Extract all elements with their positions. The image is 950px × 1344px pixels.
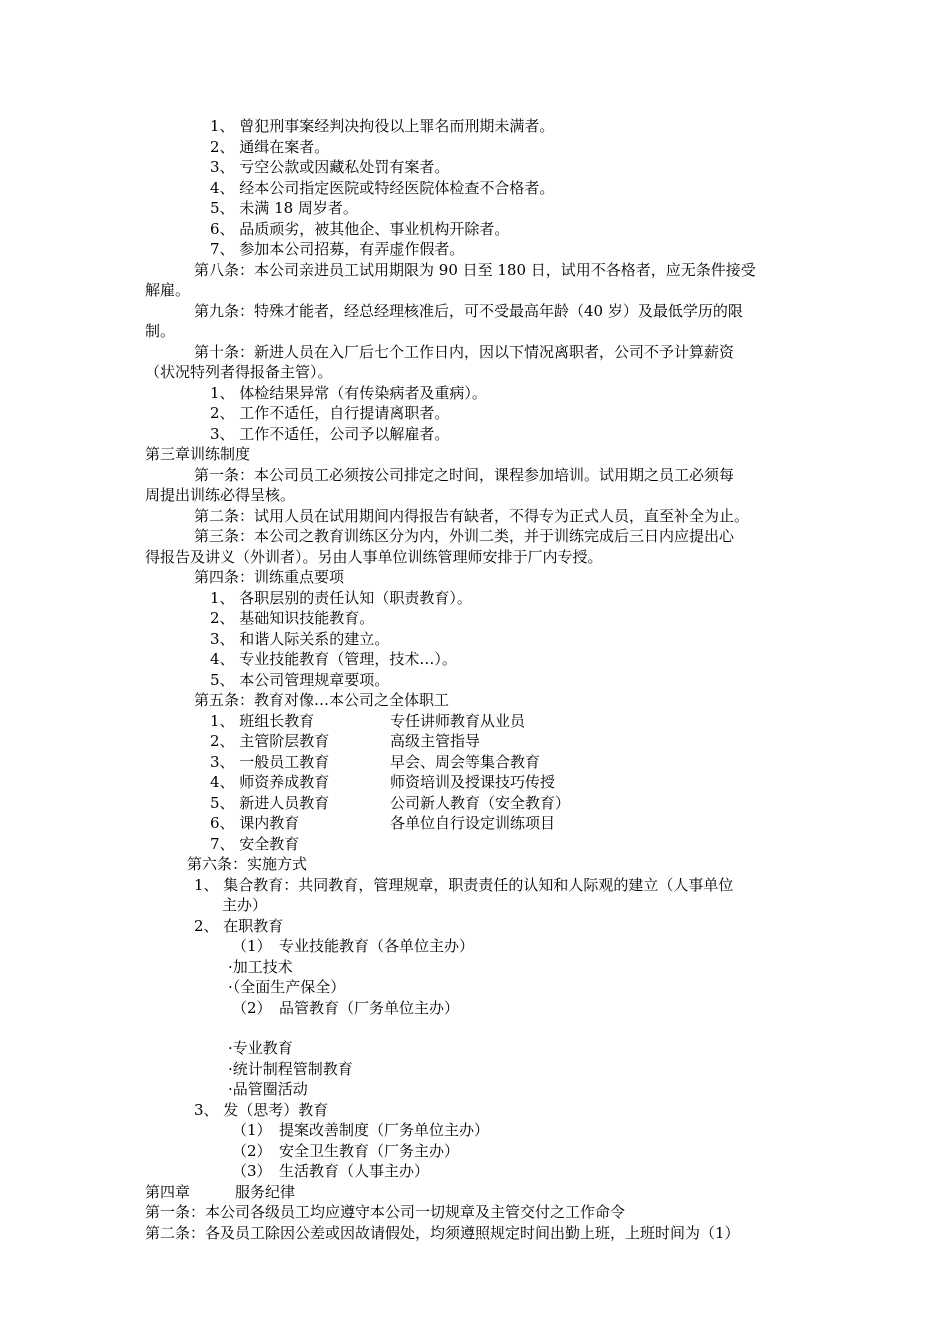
sub-item: （1） 专业技能教育（各单位主办） [232, 937, 475, 955]
table-cell: 5、 新进人员教育 [210, 794, 330, 812]
bullet-item: ·统计制程管制教育 [228, 1060, 353, 1078]
table-cell: 师资培训及授课技巧传授 [390, 773, 556, 791]
list-item: 1、 集合教育：共同教育，管理规章，职责责任的认知和人际观的建立（人事单位 [194, 876, 734, 894]
table-row [210, 834, 299, 854]
table-cell: 公司新人教育（安全教育） [390, 794, 571, 812]
table-cell: 专任讲师教育从业员 [390, 712, 526, 730]
list-item: 1、 各职层别的责任认知（职责教育）。 [210, 589, 472, 607]
article-9-cont: 制。 [145, 322, 176, 340]
table-row [210, 793, 571, 813]
table-cell: 2、 主管阶层教育 [210, 732, 330, 750]
article-10-cont: （状况特列者得报备主管）。 [145, 363, 333, 381]
table-row [210, 711, 526, 731]
article-10: 第十条：新进人员在入厂后七个工作日内，因以下情况离职者，公司不予计算薪资 [194, 343, 735, 361]
list-item: 4、 经本公司指定医院或特经医院体检查不合格者。 [210, 179, 555, 197]
list-item: 1、 体检结果异常（有传染病者及重病）。 [210, 384, 487, 402]
table-cell: 6、 课内教育 [210, 814, 300, 832]
list-item: 2、 工作不适任，自行提请离职者。 [210, 404, 450, 422]
table-cell: 早会、周会等集合教育 [390, 753, 541, 771]
article-1-cont: 周提出训练必得呈核。 [145, 486, 296, 504]
list-item-cont: 主办） [222, 896, 268, 914]
list-item: 5、 本公司管理规章要项。 [210, 671, 390, 689]
table-cell: 4、 师资养成教育 [210, 773, 330, 791]
list-item: 3、 亏空公款或因藏私处罚有案者。 [210, 158, 450, 176]
list-item: 2、 基础知识技能教育。 [210, 609, 375, 627]
table-cell: 1、 班组长教育 [210, 712, 315, 730]
bullet-item: ·（全面生产保全） [228, 978, 346, 996]
list-item: 3、 发（思考）教育 [194, 1101, 329, 1119]
list-item: 4、 专业技能教育（管理，技术…）。 [210, 650, 457, 668]
article-8: 第八条：本公司亲进员工试用期限为 90 日至 180 日，试用不各格者，应无条件接受 [194, 261, 756, 279]
table-cell: 7、 安全教育 [210, 835, 300, 853]
article-3: 第三条：本公司之教育训练区分为内，外训二类，并于训练完成后三日内应提出心 [194, 527, 735, 545]
table-row [210, 731, 481, 751]
chapter-heading: 第三章训练制度 [145, 445, 251, 463]
bullet-item: ·专业教育 [228, 1039, 293, 1057]
bullet-item: ·品管圈活动 [228, 1080, 308, 1098]
table-cell: 3、 一般员工教育 [210, 753, 330, 771]
list-item: 2、 通缉在案者。 [210, 138, 330, 156]
sub-item: （1） 提案改善制度（厂务单位主办） [232, 1121, 490, 1139]
sub-item: （3） 生活教育（人事主办） [232, 1162, 430, 1180]
article-9: 第九条：特殊才能者，经总经理核准后，可不受最高年龄（40 岁）及最低学历的限 [194, 302, 743, 320]
table-cell: 高级主管指导 [390, 732, 481, 750]
list-item: 3、 和谐人际关系的建立。 [210, 630, 390, 648]
sub-item: （2） 安全卫生教育（厂务主办） [232, 1142, 460, 1160]
article-1: 第一条：本公司各级员工均应遵守本公司一切规章及主管交付之工作命令 [145, 1203, 626, 1221]
table-row [210, 813, 556, 833]
list-item: 5、 未满 18 周岁者。 [210, 199, 358, 217]
article-2: 第二条：各及员工除因公差或因故请假处，均须遵照规定时间出勤上班，上班时间为（1） [145, 1224, 740, 1242]
article-4: 第四条：训练重点要项 [194, 568, 345, 586]
article-5: 第五条：教育对像…本公司之全体职工 [194, 691, 450, 709]
chapter-heading: 第四章 服务纪律 [145, 1183, 296, 1201]
list-item: 3、 工作不适任，公司予以解雇者。 [210, 425, 450, 443]
list-item: 2、 在职教育 [194, 917, 284, 935]
table-row [210, 772, 556, 792]
article-3-cont: 得报告及讲义（外训者）。另由人事单位训练管理师安排于厂内专授。 [145, 548, 603, 566]
list-item: 7、 参加本公司招募，有弄虚作假者。 [210, 240, 465, 258]
table-cell: 各单位自行设定训练项目 [390, 814, 556, 832]
list-item: 1、 曾犯刑事案经判决拘役以上罪名而刑期未满者。 [210, 117, 555, 135]
article-8-cont: 解雇。 [145, 281, 191, 299]
table-row [210, 752, 541, 772]
article-6: 第六条：实施方式 [187, 855, 308, 873]
list-item: 6、 品质顽劣，被其他企、事业机构开除者。 [210, 220, 510, 238]
article-1: 第一条：本公司员工必须按公司排定之时间，课程参加培训。试用期之员工必须每 [194, 466, 735, 484]
article-2: 第二条：试用人员在试用期间内得报告有缺者，不得专为正式人员，直至补全为止。 [194, 507, 750, 525]
bullet-item: ·加工技术 [228, 958, 293, 976]
sub-item: （2） 品管教育（厂务单位主办） [232, 999, 460, 1017]
